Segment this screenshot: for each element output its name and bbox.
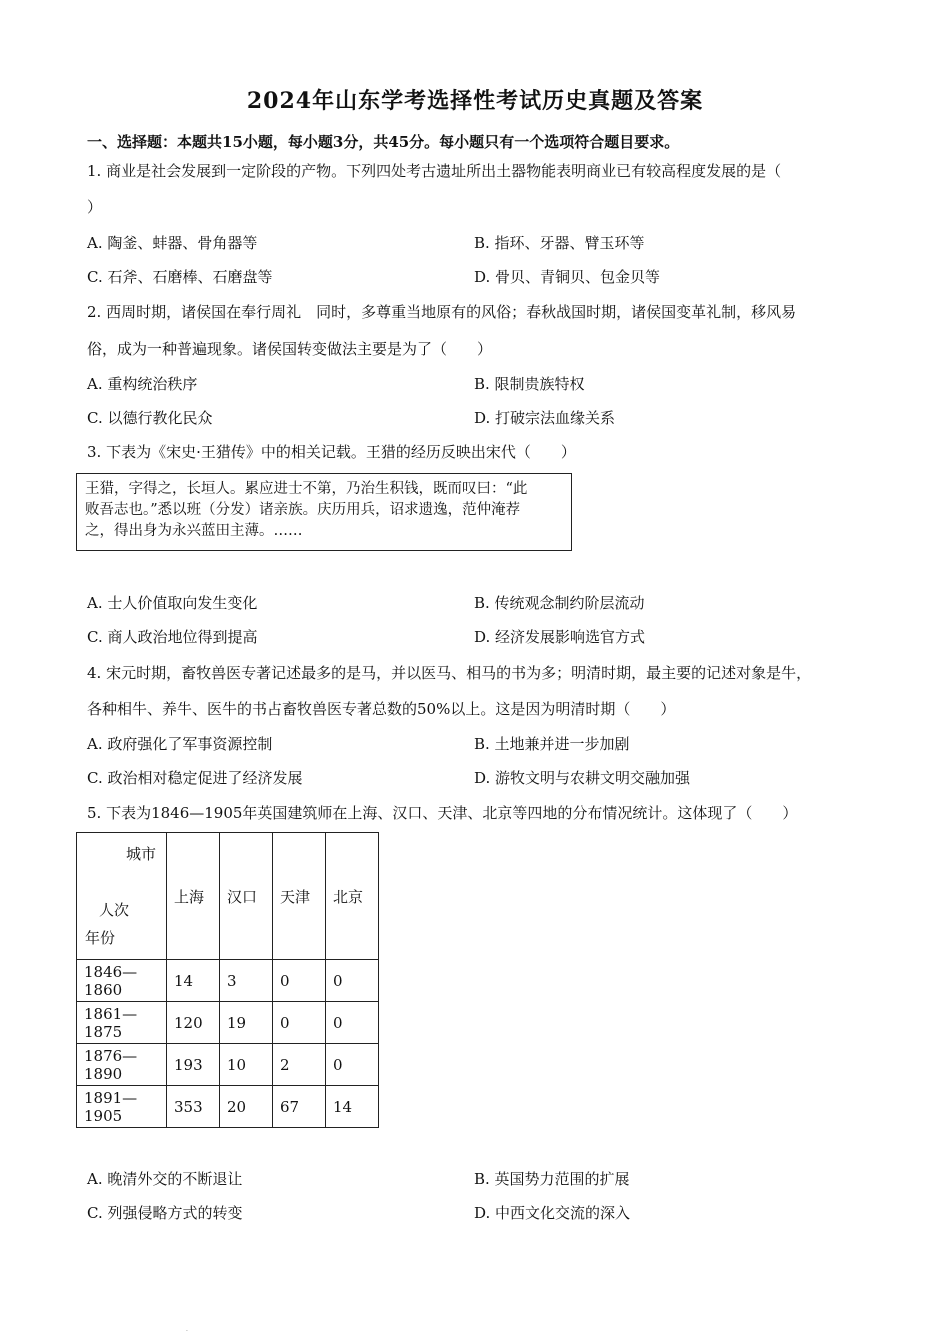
table-row (77, 960, 379, 1002)
header-year-label: 年份 (85, 929, 116, 947)
table-cell: 10 (220, 1044, 273, 1086)
table-cell: 0 (273, 960, 326, 1002)
table-cell: 19 (220, 1002, 273, 1044)
question-3-option-b: B. 传统观念制约阶层流动 (474, 594, 645, 612)
question-2-text: 2. 西周时期，诸侯国在奉行周礼 同时，多尊重当地原有的风俗；春秋战国时期，诸侯国变革礼制，移风易 (87, 303, 797, 321)
question-1-option-a: A. 陶釜、蚌器、骨角器等 (87, 234, 258, 252)
question-2-option-c: C. 以德行教化民众 (87, 409, 213, 427)
question-3-text: 3. 下表为《宋史·王猎传》中的相关记载。王猎的经历反映出宋代（ ） (87, 443, 576, 461)
architect-distribution-table (76, 832, 379, 1128)
question-4-text-cont: 各种相牛、养牛、医牛的书占畜牧兽医专著总数的50%以上。这是因为明清时期（ ） (87, 700, 676, 718)
table-cell: 3 (220, 960, 273, 1002)
table-row (77, 1044, 379, 1086)
page-title: 2024年山东学考选择性考试历史真题及答案 (246, 88, 704, 114)
question-4-option-a: A. 政府强化了军事资源控制 (87, 735, 273, 753)
table-row (77, 1002, 379, 1044)
table-cell-period: 1891—1905 (77, 1086, 167, 1128)
table-header-row (77, 833, 379, 960)
question-2-option-b: B. 限制贵族特权 (474, 375, 585, 393)
question-2-option-d: D. 打破宗法血缘关系 (474, 409, 616, 427)
table-cell: 67 (273, 1086, 326, 1128)
table-cell: 120 (167, 1002, 220, 1044)
table-cell: 0 (326, 960, 379, 1002)
question-3-option-a: A. 士人价值取向发生变化 (87, 594, 258, 612)
question-5-option-a: A. 晚清外交的不断退让 (87, 1170, 243, 1188)
table-cell-period: 1876—1890 (77, 1044, 167, 1086)
table-cell-period: 1861—1875 (77, 1002, 167, 1044)
quote-box (76, 473, 572, 551)
question-5-option-c: C. 列强侵略方式的转变 (87, 1204, 243, 1222)
section-heading: 一、选择题：本题共15小题，每小题3分，共45分。每小题只有一个选项符合题目要求。 (87, 133, 680, 151)
question-4-option-b: B. 土地兼并进一步加剧 (474, 735, 630, 753)
question-4-text: 4. 宋元时期，畜牧兽医专著记述最多的是马，并以医马、相马的书为多；明清时期，最主要的记述对象是牛， (87, 664, 812, 682)
table-cell-period: 1846—1860 (77, 960, 167, 1002)
question-5-option-b: B. 英国势力范围的扩展 (474, 1170, 630, 1188)
quote-line: 败吾志也。”悉以班（分发）诸亲族。庆历用兵，诏求遗逸，范仲淹荐 (85, 502, 521, 518)
table-row (77, 1086, 379, 1128)
table-header-city: 汉口 (220, 833, 273, 960)
question-4-option-c: C. 政治相对稳定促进了经济发展 (87, 769, 303, 787)
question-1-option-d: D. 骨贝、青铜贝、包金贝等 (474, 268, 661, 286)
table-cell: 193 (167, 1044, 220, 1086)
question-5-text: 5. 下表为1846—1905年英国建筑师在上海、汉口、天津、北京等四地的分布情况统计。这体现了（ ） (87, 804, 798, 822)
quote-line: 王猎，字得之，长垣人。累应进士不第，乃治生积钱，既而叹曰：“此 (85, 481, 528, 497)
table-cell: 14 (167, 960, 220, 1002)
table-header-city: 上海 (167, 833, 220, 960)
table-diagonal-header (77, 833, 167, 960)
header-city-label: 城市 (125, 845, 156, 863)
question-1-option-c: C. 石斧、石磨棒、石磨盘等 (87, 268, 273, 286)
table-header-city: 北京 (326, 833, 379, 960)
header-count-label: 人次 (99, 901, 130, 919)
question-2-text-cont: 俗，成为一种普遍现象。诸侯国转变做法主要是为了（ ） (87, 340, 493, 358)
footer-mark: · (186, 1328, 188, 1335)
question-4-option-d: D. 游牧文明与农耕文明交融加强 (474, 769, 691, 787)
table-cell: 20 (220, 1086, 273, 1128)
question-3-option-c: C. 商人政治地位得到提高 (87, 628, 258, 646)
table-cell: 2 (273, 1044, 326, 1086)
table-cell: 0 (326, 1002, 379, 1044)
table-cell: 353 (167, 1086, 220, 1128)
question-1-option-b: B. 指环、牙器、臂玉环等 (474, 234, 645, 252)
quote-line: 之，得出身为永兴蓝田主薄。…… (85, 523, 303, 539)
question-2-option-a: A. 重构统治秩序 (87, 375, 198, 393)
question-1-text: 1. 商业是社会发展到一定阶段的产物。下列四处考古遗址所出土器物能表明商业已有较高程度发展的是（ (87, 162, 782, 180)
question-1-text-cont: ） (87, 198, 103, 216)
table-cell: 0 (273, 1002, 326, 1044)
question-5-option-d: D. 中西文化交流的深入 (474, 1204, 631, 1222)
table-header-city: 天津 (273, 833, 326, 960)
table-cell: 0 (326, 1044, 379, 1086)
question-3-option-d: D. 经济发展影响选官方式 (474, 628, 646, 646)
table-cell: 14 (326, 1086, 379, 1128)
